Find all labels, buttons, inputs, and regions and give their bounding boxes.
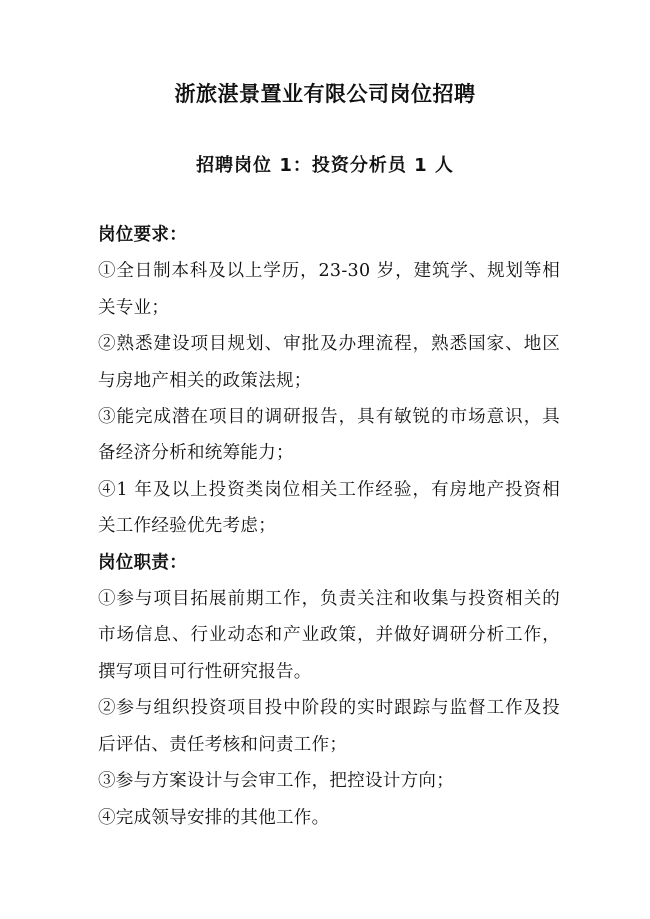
requirement-item: ④1 年及以上投资类岗位相关工作经验，有房地产投资相关工作经验优先考虑； bbox=[98, 479, 560, 537]
duty-item: ①参与项目拓展前期工作，负责关注和收集与投资相关的市场信息、行业动态和产业政策，并做好调研分析工作，撰写项目可行性研究报告。 bbox=[98, 589, 560, 682]
requirement-item: ③能完成潜在项目的调研报告，具有敏锐的市场意识，具备经济分析和统筹能力； bbox=[98, 407, 560, 464]
requirement-item: ①全日制本科及以上学历，23-30 岁，建筑学、规划等相关专业； bbox=[98, 261, 560, 318]
document-body bbox=[98, 217, 560, 836]
requirements-heading: 岗位要求： bbox=[98, 225, 187, 245]
duties-heading: 岗位职责： bbox=[98, 552, 187, 573]
position-subtitle: 招聘岗位 1：投资分析员 1 人 bbox=[196, 155, 454, 176]
duty-item: ②参与组织投资项目投中阶段的实时跟踪与监督工作及投后评估、责任考核和问责工作； bbox=[98, 698, 560, 755]
document-title: 浙旅湛景置业有限公司岗位招聘 bbox=[174, 82, 476, 106]
duty-item: ④完成领导安排的其他工作。 bbox=[98, 807, 330, 828]
requirement-item: ②熟悉建设项目规划、审批及办理流程，熟悉国家、地区与房地产相关的政策法规； bbox=[98, 334, 560, 391]
duty-item: ③参与方案设计与会审工作，把控设计方向； bbox=[98, 771, 454, 792]
